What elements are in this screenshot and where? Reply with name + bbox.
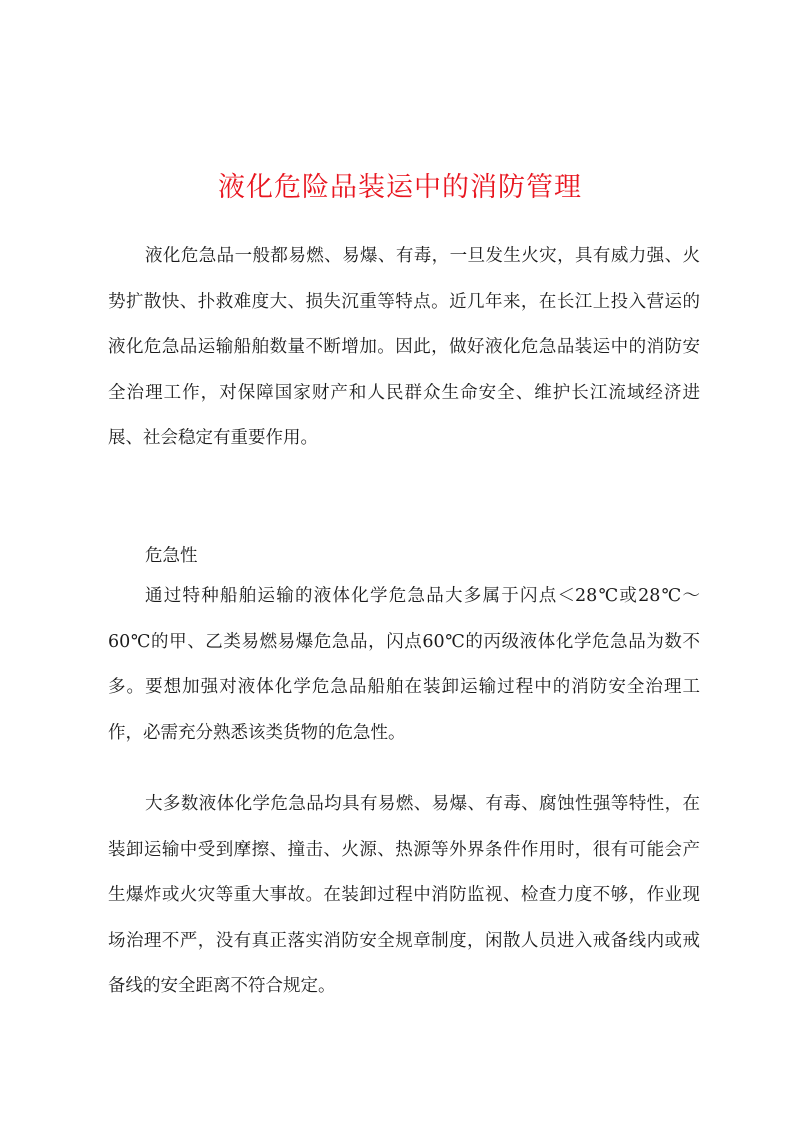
document-title: 液化危险品装运中的消防管理 xyxy=(218,172,582,203)
section-heading: 危急性 xyxy=(145,546,198,566)
section-paragraph-2: 大多数液体化学危急品均具有易燃、易爆、有毒、腐蚀性强等特性，在装卸运输中受到摩擦、撞击、火源、热源等外界条件作用时，很有可能会产生爆炸或火灾等重大事故。在装卸过程中消防监视、检查力度不够，作业现场治理不严，没有真正落实消防安全规章制度，闲散人员进入戒备线内或戒备线的安全距离不符合规定。 xyxy=(108,794,700,996)
intro-paragraph: 液化危急品一般都易燃、易爆、有毒，一旦发生火灾，具有威力强、火势扩散快、扑救难度大、损失沉重等特点。近几年来，在长江上投入营运的液化危急品运输船舶数量不断增加。因此，做好液化危急品装运中的消防安全治理工作，对保障国家财产和人民群众生命安全、维护长江流域经济进展、社会稳定有重要作用。 xyxy=(108,246,700,448)
section-paragraph-1: 通过特种船舶运输的液体化学危急品大多属于闪点＜28℃或28℃～60℃的甲、乙类易燃易爆危急品，闪点60℃的丙级液体化学危急品为数不多。要想加强对液体化学危急品船舶在装卸运输过程中的消防安全治理工作，必需充分熟悉该类货物的危急性。 xyxy=(108,586,700,743)
